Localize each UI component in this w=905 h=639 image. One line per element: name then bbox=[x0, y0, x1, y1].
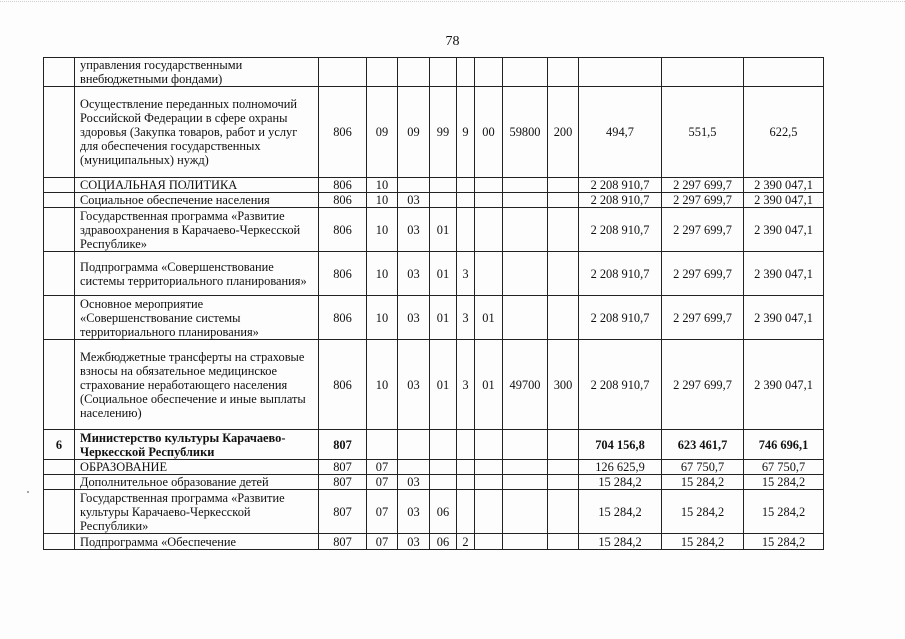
cell-program: 06 bbox=[430, 490, 457, 534]
cell-amount-2 bbox=[662, 58, 744, 87]
cell-event bbox=[475, 252, 503, 296]
cell-subsection: 03 bbox=[398, 296, 430, 340]
cell-section: 10 bbox=[367, 296, 398, 340]
cell-subprogram bbox=[457, 475, 475, 490]
cell-gov: 806 bbox=[319, 340, 367, 430]
cell-amount-1: 2 208 910,7 bbox=[579, 252, 662, 296]
cell-program: 99 bbox=[430, 87, 457, 178]
cell-subprogram bbox=[457, 193, 475, 208]
cell-amount-3: 2 390 047,1 bbox=[744, 252, 824, 296]
cell-section: 10 bbox=[367, 252, 398, 296]
page-top-edge bbox=[0, 1, 905, 2]
cell-num bbox=[44, 460, 75, 475]
cell-event bbox=[475, 178, 503, 193]
cell-program: 01 bbox=[430, 208, 457, 252]
table-row bbox=[44, 193, 824, 208]
cell-gov: 807 bbox=[319, 534, 367, 550]
cell-gov: 806 bbox=[319, 193, 367, 208]
cell-amount-2: 2 297 699,7 bbox=[662, 340, 744, 430]
cell-subsection bbox=[398, 58, 430, 87]
cell-subsection: 03 bbox=[398, 193, 430, 208]
cell-name: СОЦИАЛЬНАЯ ПОЛИТИКА bbox=[75, 178, 319, 193]
cell-section: 10 bbox=[367, 208, 398, 252]
cell-gov: 807 bbox=[319, 490, 367, 534]
cell-subprogram: 3 bbox=[457, 340, 475, 430]
cell-subprogram: 3 bbox=[457, 296, 475, 340]
cell-amount-3: 67 750,7 bbox=[744, 460, 824, 475]
cell-name: Подпрограмма «Совершенствование системы территориального планирования» bbox=[75, 252, 319, 296]
cell-amount-1: 126 625,9 bbox=[579, 460, 662, 475]
cell-num bbox=[44, 193, 75, 208]
cell-section: 07 bbox=[367, 534, 398, 550]
table-row bbox=[44, 178, 824, 193]
cell-amount-3 bbox=[744, 58, 824, 87]
cell-section bbox=[367, 58, 398, 87]
cell-event bbox=[475, 475, 503, 490]
cell-expense-type bbox=[548, 460, 579, 475]
cell-amount-1: 2 208 910,7 bbox=[579, 296, 662, 340]
cell-expense-direction bbox=[503, 475, 548, 490]
cell-event bbox=[475, 430, 503, 460]
cell-amount-2: 2 297 699,7 bbox=[662, 178, 744, 193]
cell-section bbox=[367, 430, 398, 460]
cell-amount-3: 15 284,2 bbox=[744, 475, 824, 490]
cell-expense-type bbox=[548, 252, 579, 296]
cell-subprogram bbox=[457, 208, 475, 252]
cell-program bbox=[430, 475, 457, 490]
cell-amount-2: 15 284,2 bbox=[662, 475, 744, 490]
cell-name: Министерство культуры Карачаево-Черкесской Республики bbox=[75, 430, 319, 460]
cell-subprogram bbox=[457, 460, 475, 475]
table-row bbox=[44, 87, 824, 178]
cell-expense-direction bbox=[503, 193, 548, 208]
cell-event bbox=[475, 208, 503, 252]
scan-speck bbox=[27, 491, 29, 493]
cell-gov: 806 bbox=[319, 178, 367, 193]
cell-name: Подпрограмма «Обеспечение bbox=[75, 534, 319, 550]
cell-expense-direction bbox=[503, 178, 548, 193]
cell-event bbox=[475, 460, 503, 475]
cell-expense-direction bbox=[503, 460, 548, 475]
cell-expense-type bbox=[548, 490, 579, 534]
table-row bbox=[44, 58, 824, 87]
table-row bbox=[44, 430, 824, 460]
cell-num bbox=[44, 534, 75, 550]
cell-subprogram bbox=[457, 430, 475, 460]
cell-num bbox=[44, 178, 75, 193]
cell-section: 07 bbox=[367, 475, 398, 490]
cell-amount-3: 2 390 047,1 bbox=[744, 208, 824, 252]
cell-subsection: 03 bbox=[398, 534, 430, 550]
cell-subsection: 03 bbox=[398, 340, 430, 430]
cell-amount-1: 15 284,2 bbox=[579, 534, 662, 550]
cell-num bbox=[44, 340, 75, 430]
cell-gov: 807 bbox=[319, 430, 367, 460]
cell-gov: 806 bbox=[319, 252, 367, 296]
cell-section: 09 bbox=[367, 87, 398, 178]
cell-name: Социальное обеспечение населения bbox=[75, 193, 319, 208]
cell-gov: 806 bbox=[319, 87, 367, 178]
cell-amount-2: 2 297 699,7 bbox=[662, 296, 744, 340]
cell-subsection bbox=[398, 460, 430, 475]
cell-amount-1: 2 208 910,7 bbox=[579, 178, 662, 193]
cell-amount-2: 15 284,2 bbox=[662, 490, 744, 534]
table-row bbox=[44, 534, 824, 550]
cell-subprogram bbox=[457, 490, 475, 534]
cell-amount-2: 15 284,2 bbox=[662, 534, 744, 550]
cell-name: Дополнительное образование детей bbox=[75, 475, 319, 490]
cell-program bbox=[430, 193, 457, 208]
cell-expense-type bbox=[548, 475, 579, 490]
cell-amount-1: 15 284,2 bbox=[579, 490, 662, 534]
cell-gov bbox=[319, 58, 367, 87]
table-row bbox=[44, 340, 824, 430]
cell-expense-direction: 59800 bbox=[503, 87, 548, 178]
cell-gov: 806 bbox=[319, 208, 367, 252]
cell-section: 10 bbox=[367, 340, 398, 430]
cell-program bbox=[430, 460, 457, 475]
cell-amount-2: 551,5 bbox=[662, 87, 744, 178]
cell-amount-1: 2 208 910,7 bbox=[579, 208, 662, 252]
cell-amount-2: 67 750,7 bbox=[662, 460, 744, 475]
cell-subsection bbox=[398, 178, 430, 193]
cell-subsection: 03 bbox=[398, 252, 430, 296]
table-row bbox=[44, 252, 824, 296]
cell-event bbox=[475, 193, 503, 208]
cell-amount-3: 2 390 047,1 bbox=[744, 193, 824, 208]
table-row bbox=[44, 208, 824, 252]
cell-num: 6 bbox=[44, 430, 75, 460]
cell-subprogram: 2 bbox=[457, 534, 475, 550]
cell-subprogram bbox=[457, 58, 475, 87]
cell-expense-type bbox=[548, 208, 579, 252]
cell-event bbox=[475, 490, 503, 534]
cell-name: управления государственными внебюджетными фондами) bbox=[75, 58, 319, 87]
cell-num bbox=[44, 87, 75, 178]
cell-program: 01 bbox=[430, 252, 457, 296]
cell-expense-direction bbox=[503, 534, 548, 550]
cell-num bbox=[44, 490, 75, 534]
cell-name: ОБРАЗОВАНИЕ bbox=[75, 460, 319, 475]
cell-expense-direction bbox=[503, 58, 548, 87]
cell-num bbox=[44, 252, 75, 296]
cell-event bbox=[475, 58, 503, 87]
cell-event: 00 bbox=[475, 87, 503, 178]
budget-table bbox=[43, 57, 824, 550]
cell-amount-2: 2 297 699,7 bbox=[662, 208, 744, 252]
cell-subprogram bbox=[457, 178, 475, 193]
cell-expense-type bbox=[548, 296, 579, 340]
cell-num bbox=[44, 475, 75, 490]
cell-expense-direction: 49700 bbox=[503, 340, 548, 430]
cell-program: 06 bbox=[430, 534, 457, 550]
cell-expense-type bbox=[548, 534, 579, 550]
cell-num bbox=[44, 296, 75, 340]
cell-subsection bbox=[398, 430, 430, 460]
cell-amount-1: 2 208 910,7 bbox=[579, 193, 662, 208]
cell-expense-type: 200 bbox=[548, 87, 579, 178]
cell-amount-3: 2 390 047,1 bbox=[744, 178, 824, 193]
cell-expense-direction bbox=[503, 208, 548, 252]
cell-expense-type: 300 bbox=[548, 340, 579, 430]
cell-amount-1: 15 284,2 bbox=[579, 475, 662, 490]
cell-subsection: 09 bbox=[398, 87, 430, 178]
cell-amount-3: 622,5 bbox=[744, 87, 824, 178]
cell-name: Государственная программа «Развитие культуры Карачаево-Черкесской Республики» bbox=[75, 490, 319, 534]
cell-name: Межбюджетные трансферты на страховые взносы на обязательное медицинское страхование неработающего населения (Социальное обеспечение и иные выплаты населению) bbox=[75, 340, 319, 430]
cell-expense-type bbox=[548, 193, 579, 208]
cell-program bbox=[430, 430, 457, 460]
cell-program: 01 bbox=[430, 340, 457, 430]
table-body bbox=[44, 58, 824, 550]
cell-subprogram: 9 bbox=[457, 87, 475, 178]
cell-amount-2: 623 461,7 bbox=[662, 430, 744, 460]
cell-amount-1 bbox=[579, 58, 662, 87]
cell-gov: 807 bbox=[319, 475, 367, 490]
cell-subprogram: 3 bbox=[457, 252, 475, 296]
table-row bbox=[44, 475, 824, 490]
cell-amount-2: 2 297 699,7 bbox=[662, 193, 744, 208]
cell-expense-direction bbox=[503, 430, 548, 460]
cell-subsection: 03 bbox=[398, 475, 430, 490]
cell-expense-direction bbox=[503, 296, 548, 340]
cell-name: Основное мероприятие «Совершенствование системы территориального планирования» bbox=[75, 296, 319, 340]
cell-name: Осуществление переданных полномочий Российской Федерации в сфере охраны здоровья (Закупка товаров, работ и услуг для обеспечения государственных (муниципальных) нужд) bbox=[75, 87, 319, 178]
cell-section: 10 bbox=[367, 193, 398, 208]
cell-expense-type bbox=[548, 58, 579, 87]
cell-section: 10 bbox=[367, 178, 398, 193]
cell-program: 01 bbox=[430, 296, 457, 340]
cell-gov: 806 bbox=[319, 296, 367, 340]
cell-amount-3: 746 696,1 bbox=[744, 430, 824, 460]
cell-name: Государственная программа «Развитие здравоохранения в Карачаево-Черкесской Республике» bbox=[75, 208, 319, 252]
cell-event bbox=[475, 534, 503, 550]
cell-expense-direction bbox=[503, 252, 548, 296]
table-row bbox=[44, 296, 824, 340]
cell-amount-1: 2 208 910,7 bbox=[579, 340, 662, 430]
cell-amount-3: 15 284,2 bbox=[744, 490, 824, 534]
cell-expense-type bbox=[548, 430, 579, 460]
cell-amount-2: 2 297 699,7 bbox=[662, 252, 744, 296]
cell-section: 07 bbox=[367, 490, 398, 534]
cell-amount-3: 2 390 047,1 bbox=[744, 340, 824, 430]
table-row bbox=[44, 460, 824, 475]
cell-event: 01 bbox=[475, 296, 503, 340]
page-number: 78 bbox=[445, 34, 460, 49]
cell-amount-3: 15 284,2 bbox=[744, 534, 824, 550]
cell-gov: 807 bbox=[319, 460, 367, 475]
cell-amount-1: 494,7 bbox=[579, 87, 662, 178]
cell-amount-1: 704 156,8 bbox=[579, 430, 662, 460]
table-row bbox=[44, 490, 824, 534]
cell-expense-direction bbox=[503, 490, 548, 534]
cell-program bbox=[430, 178, 457, 193]
cell-program bbox=[430, 58, 457, 87]
cell-subsection: 03 bbox=[398, 490, 430, 534]
cell-section: 07 bbox=[367, 460, 398, 475]
cell-num bbox=[44, 208, 75, 252]
cell-amount-3: 2 390 047,1 bbox=[744, 296, 824, 340]
cell-event: 01 bbox=[475, 340, 503, 430]
cell-expense-type bbox=[548, 178, 579, 193]
cell-subsection: 03 bbox=[398, 208, 430, 252]
cell-num bbox=[44, 58, 75, 87]
